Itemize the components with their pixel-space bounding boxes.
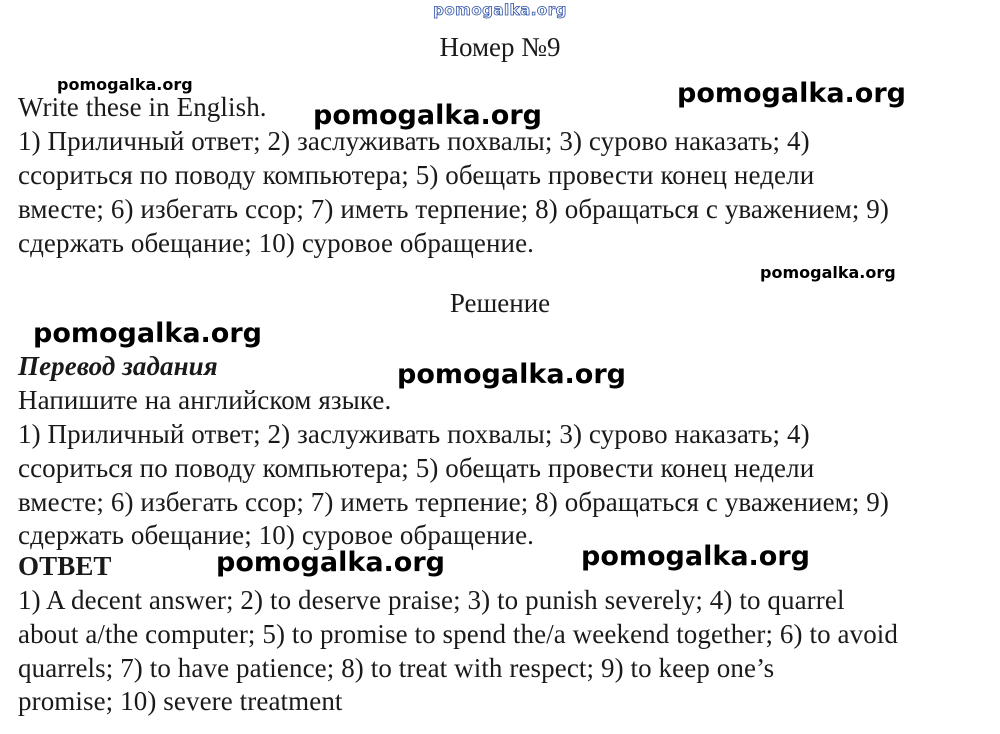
watermark-5: pomogalka.org <box>33 318 262 349</box>
translation-heading: Перевод задания <box>18 351 218 381</box>
watermark-8: pomogalka.org <box>216 547 445 578</box>
answer-line-3: quarrels; 7) to have patience; 8) to treat with respect; 9) to keep one’s <box>18 653 775 683</box>
translation-line-4: сдержать обещание; 10) суровое обращение. <box>18 520 535 550</box>
task-line-1: 1) Приличный ответ; 2) заслуживать похвалы; 3) сурово наказать; 4) <box>18 126 810 156</box>
watermark-6: pomogalka.org <box>397 359 626 390</box>
solution-title: Решение <box>449 288 551 318</box>
page-title: Номер №9 <box>439 32 561 62</box>
watermark-small-4: pomogalka.org <box>760 263 896 282</box>
task-line-3: вместе; 6) избегать ссор; 7) иметь терпение; 8) обращаться с уважением; 9) <box>18 194 889 224</box>
watermark-3: pomogalka.org <box>313 100 542 131</box>
translation-line-2: ссориться по поводу компьютера; 5) обещать провести конец недели <box>18 453 815 483</box>
watermark-top: pomogalka.org <box>433 1 567 19</box>
watermark-small-1: pomogalka.org <box>57 75 193 94</box>
answer-line-1: 1) A decent answer; 2) to deserve praise; 3) to punish severely; 4) to quarrel <box>18 585 845 615</box>
translation-instruction: Напишите на английском языке. <box>18 385 392 415</box>
translation-line-1: 1) Приличный ответ; 2) заслуживать похвалы; 3) сурово наказать; 4) <box>18 419 810 449</box>
watermark-2: pomogalka.org <box>677 78 906 109</box>
answer-line-4: promise; 10) severe treatment <box>18 686 343 716</box>
watermark-7: pomogalka.org <box>581 541 810 572</box>
task-instruction: Write these in English. <box>18 92 267 122</box>
task-line-4: сдержать обещание; 10) суровое обращение. <box>18 228 535 258</box>
answer-heading: ОТВЕТ <box>18 551 112 581</box>
answer-line-2: about a/the computer; 5) to promise to spend the/a weekend together; 6) to avoid <box>18 619 899 649</box>
task-line-2: ссориться по поводу компьютера; 5) обещать провести конец недели <box>18 160 815 190</box>
translation-line-3: вместе; 6) избегать ссор; 7) иметь терпение; 8) обращаться с уважением; 9) <box>18 487 889 517</box>
